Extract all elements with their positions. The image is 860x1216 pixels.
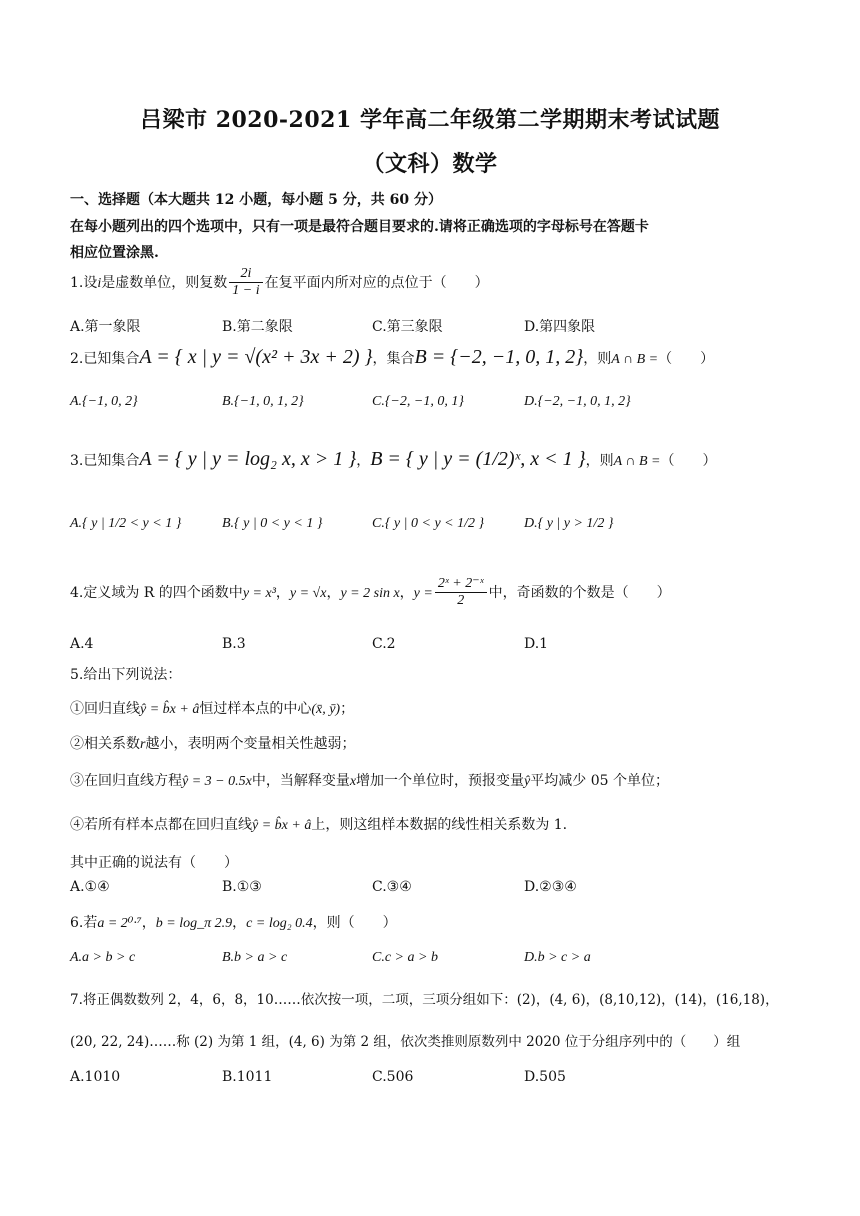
statement-2: ②相关系数r越小，表明两个变量相关性越弱； xyxy=(70,736,356,752)
sample-center: (x̄, ȳ) xyxy=(311,702,341,717)
function-exp-fraction: $\frac{\text{2ˣ + 2⁻ˣ}}{2}$ xyxy=(435,576,487,610)
option-d[interactable]: D.第四象限 xyxy=(524,319,596,335)
option-b[interactable]: B.{−1, 0, 1, 2} xyxy=(222,394,304,409)
question-3-stem: 3.已知集合A = { y | y = log₂ x, x > 1 }，B = { y | y = (1/2)ˣ, x < 1 }，则A ∩ B =（ ） xyxy=(70,448,717,470)
a-definition: a = 2⁰·⁷ xyxy=(97,916,142,931)
option-a[interactable]: A.{−1, 0, 2} xyxy=(70,394,138,409)
statement-3: ③在回归直线方程ŷ = 3 − 0.5x中，当解释变量x增加一个单位时，预报变量ŷ平均减少 05 个单位； xyxy=(70,773,669,789)
option-b[interactable]: B.1011 xyxy=(222,1069,273,1085)
set-b-definition: B = { y | y = (1/2)ˣ, x < 1 } xyxy=(370,448,586,470)
fraction-2i-over-1-minus-i: $\frac{2i}{1 - i}$ xyxy=(229,266,262,300)
regression-equation: ŷ = 3 − 0.5x xyxy=(182,774,252,789)
option-c[interactable]: C.③④ xyxy=(372,879,412,895)
function-sqrt: y = √x xyxy=(289,585,327,601)
question-3-options xyxy=(70,516,790,540)
option-d[interactable]: D.505 xyxy=(524,1069,566,1085)
option-d[interactable]: D.b > c > a xyxy=(524,950,591,965)
question-1-options xyxy=(70,316,790,340)
option-d[interactable]: D.1 xyxy=(524,636,549,652)
question-4-stem: 4.定义域为 R 的四个函数中y = x³，y = √x，y = 2 sin x，y = $\frac{\text{2ˣ + 2⁻ˣ}}{2}$ 中，奇函数的个数是（ ） xyxy=(70,576,671,609)
section-instruction-1: 在每小题列出的四个选项中，只有一项是最符合题目要求的.请将正确选项的字母标号在答题卡 xyxy=(70,219,649,235)
exam-title: 吕梁市 2020-2021 学年高二年级第二学期期末考试试题 xyxy=(140,107,720,133)
option-a[interactable]: A.1010 xyxy=(70,1069,121,1085)
var-i: i xyxy=(97,275,102,291)
option-a[interactable]: A.{ y | 1/2 < y < 1 } xyxy=(70,516,182,531)
set-a-definition: A = { x | y = √(x² + 3x + 2) } xyxy=(139,346,373,368)
set-a-definition: A = { y | y = log₂ x, x > 1 } xyxy=(139,448,357,470)
option-b[interactable]: B.{ y | 0 < y < 1 } xyxy=(222,516,323,531)
regression-equation: ŷ = b̂x + â xyxy=(252,818,312,833)
option-d[interactable]: D.{−2, −1, 0, 1, 2} xyxy=(524,394,631,409)
option-c[interactable]: C.{−2, −1, 0, 1} xyxy=(372,394,464,409)
section-heading: 一、选择题（本大题共 12 小题，每小题 5 分，共 60 分） xyxy=(70,192,442,208)
option-b[interactable]: B.第二象限 xyxy=(222,319,293,335)
c-definition: c = log₂ 0.4 xyxy=(246,916,313,931)
question-4-options xyxy=(70,636,790,660)
set-b-definition: B = {−2, −1, 0, 1, 2} xyxy=(414,346,584,368)
function-sin: y = 2 sin x xyxy=(340,585,400,601)
option-a[interactable]: A.4 xyxy=(70,636,94,652)
b-definition: b = log_π 2.9 xyxy=(155,916,233,931)
question-2-stem: 2.已知集合A = { x | y = √(x² + 3x + 2) }，集合B = {−2, −1, 0, 1, 2}，则A ∩ B =（ ） xyxy=(70,346,715,368)
intersection-expr: A ∩ B = xyxy=(613,454,661,469)
exam-subtitle: （文科）数学 xyxy=(362,151,498,177)
question-5-stem: 5.给出下列说法： xyxy=(70,667,182,683)
regression-equation: ŷ = b̂x + â xyxy=(140,702,200,717)
question-1-stem: 1.设i是虚数单位，则复数 $\frac{2i}{1 - i}$ 在复平面内所对应的点位于（ ） xyxy=(70,266,489,299)
option-a[interactable]: A.①④ xyxy=(70,879,110,895)
question-2-options xyxy=(70,394,790,418)
function-cube: y = x³ xyxy=(242,585,276,601)
option-c[interactable]: C.c > a > b xyxy=(372,950,438,965)
option-a[interactable]: A.a > b > c xyxy=(70,950,136,965)
option-c[interactable]: C.506 xyxy=(372,1069,414,1085)
question-6-stem: 6.若a = 2⁰·⁷，b = log_π 2.9，c = log₂ 0.4，则（ ） xyxy=(70,915,397,931)
option-a[interactable]: A.第一象限 xyxy=(70,319,141,335)
option-b[interactable]: B.①③ xyxy=(222,879,262,895)
question-7-options xyxy=(70,1069,790,1093)
option-d[interactable]: D.{ y | y > 1/2 } xyxy=(524,516,614,531)
option-c[interactable]: C.{ y | 0 < y < 1/2 } xyxy=(372,516,485,531)
question-6-options xyxy=(70,950,790,974)
question-5-ask: 其中正确的说法有（ ） xyxy=(70,855,238,871)
option-d[interactable]: D.②③④ xyxy=(524,879,577,895)
section-instruction-2: 相应位置涂黑. xyxy=(70,245,159,261)
question-5-options xyxy=(70,879,790,903)
question-7-line-2: (20, 22, 24)……称 (2) 为第 1 组，(4, 6) 为第 2 组，依次类推则原数列中 2020 位于分组序列中的（ ）组 xyxy=(70,1034,741,1050)
option-b[interactable]: B.3 xyxy=(222,636,246,652)
option-c[interactable]: C.第三象限 xyxy=(372,319,443,335)
statement-4: ④若所有样本点都在回归直线ŷ = b̂x + â上，则这组样本数据的线性相关系数为 1. xyxy=(70,817,568,833)
statement-1: ①回归直线ŷ = b̂x + â恒过样本点的中心(x̄, ȳ)； xyxy=(70,701,355,717)
intersection-expr: A ∩ B = xyxy=(611,352,659,367)
option-c[interactable]: C.2 xyxy=(372,636,396,652)
question-7-line-1: 7.将正偶数数列 2，4，6，8，10……依次按一项，二项，三项分组如下：(2)，(4, 6)，(8,10,12)，(14)，(16,18)， xyxy=(70,992,779,1008)
option-b[interactable]: B.b > a > c xyxy=(222,950,288,965)
